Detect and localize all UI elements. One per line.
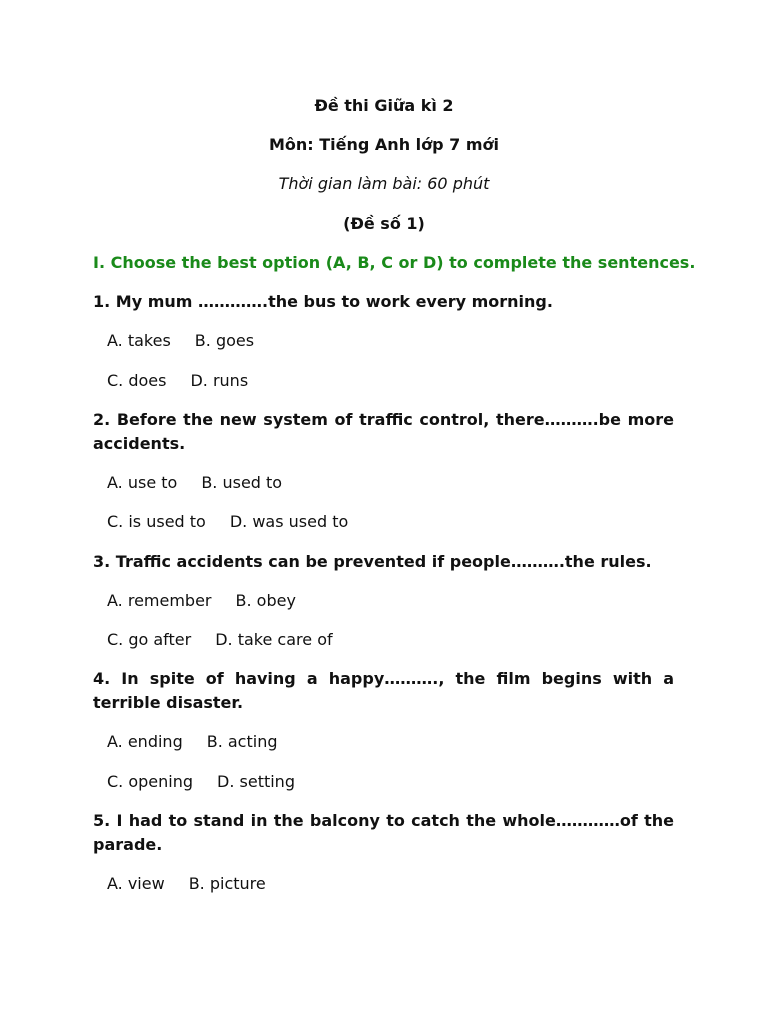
question-3-text: 3. Traffic accidents can be prevented if people……….the rules.: [93, 552, 652, 571]
question-2-options-row-1: [107, 471, 282, 495]
question-5-options-row-1: [107, 872, 266, 896]
option-b: B. used to: [201, 473, 283, 492]
question-1-text: 1. My mum ………….the bus to work every morning.: [93, 292, 553, 311]
option-b: B. goes: [194, 331, 255, 350]
exam-number: (Đề số 1): [343, 214, 425, 233]
option-d: D. setting: [217, 772, 295, 791]
option-d: D. was used to: [229, 512, 349, 531]
question-4-options-row-1: [107, 730, 277, 754]
option-c: C. does: [107, 371, 167, 390]
question-2-options-row-2: [107, 510, 348, 534]
option-c: C. is used to: [107, 512, 206, 531]
option-b: B. picture: [188, 874, 266, 893]
question-4-text: 4. In spite of having a happy………., the film begins with a terrible disaster.: [93, 669, 674, 712]
option-a: A. ending: [107, 732, 183, 751]
option-c: C. go after: [107, 630, 192, 649]
option-a: A. use to: [107, 473, 178, 492]
exam-time: Thời gian làm bài: 60 phút: [278, 174, 490, 193]
option-c: C. opening: [107, 772, 194, 791]
question-2-text: 2. Before the new system of traffic control, there……….be more accidents.: [93, 410, 674, 453]
option-a: A. view: [107, 874, 165, 893]
question-3-options-row-2: [107, 628, 333, 652]
question-5-text: 5. I had to stand in the balcony to catch the whole…………of the parade.: [93, 811, 674, 854]
question-3-options-row-1: [107, 589, 296, 613]
exam-subject: Môn: Tiếng Anh lớp 7 mới: [268, 135, 500, 154]
option-d: D. take care of: [215, 630, 333, 649]
option-b: B. obey: [235, 591, 296, 610]
question-4-options-row-2: [107, 770, 295, 794]
option-a: A. takes: [107, 331, 171, 350]
question-1-options-row-1: [107, 329, 254, 353]
section-instruction: I. Choose the best option (A, B, C or D) to complete the sentences.: [93, 253, 696, 272]
exam-title: Đề thi Giữa kì 2: [314, 96, 454, 115]
option-b: B. acting: [206, 732, 278, 751]
option-a: A. remember: [107, 591, 212, 610]
question-1-options-row-2: [107, 369, 248, 393]
option-d: D. runs: [190, 371, 249, 390]
